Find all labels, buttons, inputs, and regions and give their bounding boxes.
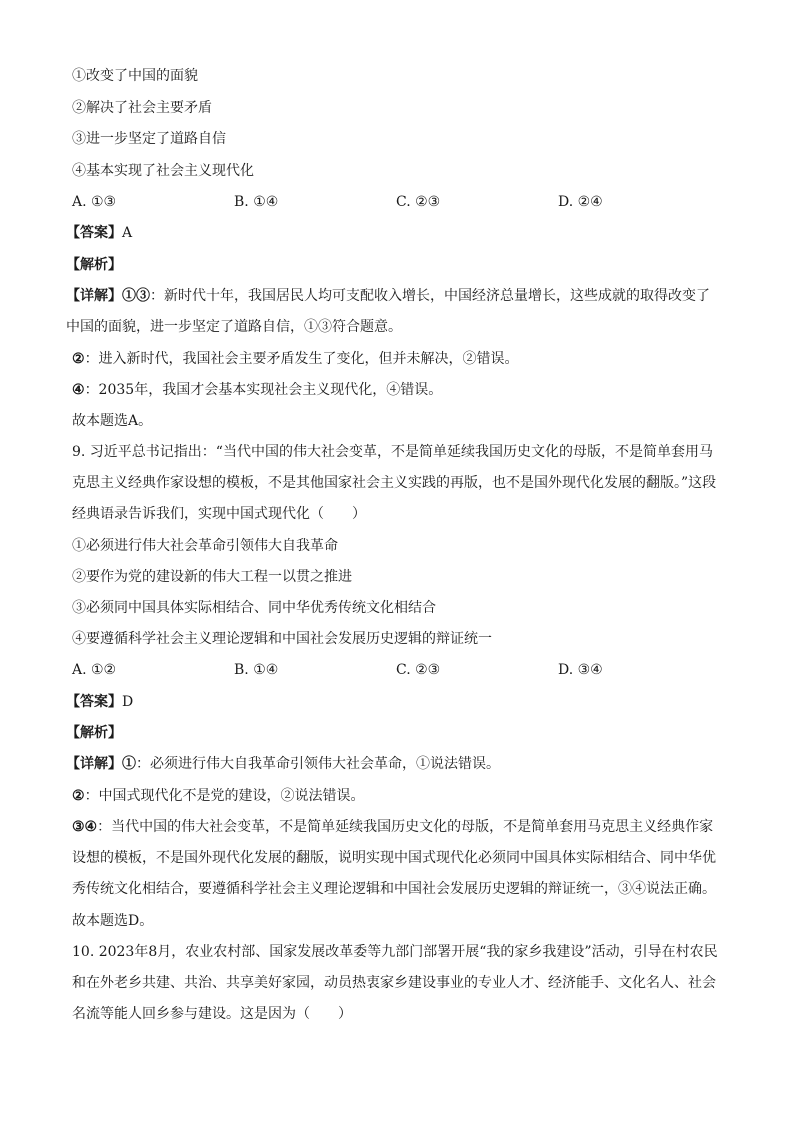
detail-tag: 【详解】 xyxy=(66,756,122,772)
q9-answer xyxy=(66,692,716,712)
q10-stem: 10. 2023年8月，农业农村部、国家发展改革委等九部门部署开展“我的家乡我建设”活动，引导在村农民和在外老乡共建、共治、共享美好家园，动员热衷家乡建设事业的专业人才、经济能手、文化名人、社会名流等能人回乡参与建设。这是因为（ ） xyxy=(72,944,718,1022)
q9-detail xyxy=(66,754,716,774)
q8-answer xyxy=(66,223,716,243)
point-text: ：中国式现代化不是党的建设，②说法错误。 xyxy=(84,788,365,804)
q9-statement-2: ②要作为党的建设新的伟大工程一以贯之推进 xyxy=(72,569,352,585)
q9-analysis-tag: 【解析】 xyxy=(66,725,122,741)
point-text: ：2035年，我国才会基本实现社会主义现代化，④错误。 xyxy=(84,382,443,398)
detail-text: ：必须进行伟大自我革命引领伟大社会革命，①说法错误。 xyxy=(136,756,500,772)
point-key: ② xyxy=(72,788,85,804)
answer-tag: 【答案】 xyxy=(66,694,122,710)
q9-option-d: D. ③④ xyxy=(558,662,603,678)
answer-value: A xyxy=(122,225,133,241)
q9-stem: 9. 习近平总书记指出：“当代中国的伟大社会变革，不是简单延续我国历史文化的母版，不是简单套用马克思主义经典作家设想的模板，不是其他国家社会主义实践的再版，也不是国外现代化发展的翻版。”这段经典语录告诉我们，实现中国式现代化（ ） xyxy=(72,444,717,522)
q8-option-c: C. ②③ xyxy=(396,194,441,210)
q9-option-c: C. ②③ xyxy=(396,662,441,678)
q8-point-2 xyxy=(72,349,722,369)
q8-option-b: B. ①④ xyxy=(234,194,279,210)
q8-option-d: D. ②④ xyxy=(558,194,603,210)
q9-option-a: A. ①② xyxy=(72,662,117,678)
q9-point-34 xyxy=(72,812,722,905)
q8-statement-2: ②解决了社会主要矛盾 xyxy=(72,100,212,116)
q9-statement-3: ③必须同中国具体实际相结合、同中华优秀传统文化相结合 xyxy=(72,600,436,616)
detail-text: ：新时代十年，我国居民人均可支配收入增长，中国经济总量增长，这些成就的取得改变了中国的面貌，进一步坚定了道路自信，①③符合题意。 xyxy=(66,288,710,335)
q9-statement-1: ①必须进行伟大社会革命引领伟大自我革命 xyxy=(72,538,338,554)
answer-value: D xyxy=(122,694,134,710)
detail-key: ①③ xyxy=(122,288,150,304)
q8-detail xyxy=(66,281,722,343)
q8-statement-1: ①改变了中国的面貌 xyxy=(72,68,198,84)
detail-tag: 【详解】 xyxy=(66,288,122,304)
answer-tag: 【答案】 xyxy=(66,225,122,241)
q8-analysis-tag: 【解析】 xyxy=(66,257,122,273)
q9-statement-4: ④要遵循科学社会主义理论逻辑和中国社会发展历史逻辑的辩证统一 xyxy=(72,631,492,647)
q9-options xyxy=(72,660,722,680)
q8-statement-3: ③进一步坚定了道路自信 xyxy=(72,131,226,147)
detail-key: ① xyxy=(122,756,136,772)
point-text: ：进入新时代，我国社会主要矛盾发生了变化，但并未解决，②错误。 xyxy=(84,351,519,367)
point-text: ：当代中国的伟大社会变革，不是简单延续我国历史文化的母版，不是简单套用马克思主义经典作家设想的模板，不是国外现代化发展的翻版，说明实现中国式现代化必须同中国具体实际相结合、同中华优秀传统文化相结合，要遵循科学社会主义理论逻辑和中国社会发展历史逻辑的辩证统一，③④说法正确。 xyxy=(72,819,716,897)
point-key: ④ xyxy=(72,382,85,398)
q8-statement-4: ④基本实现了社会主义现代化 xyxy=(72,163,254,179)
q9-option-b: B. ①④ xyxy=(234,662,279,678)
q8-option-a: A. ①③ xyxy=(72,194,117,210)
q9-point-2 xyxy=(72,786,722,806)
q8-conclusion: 故本题选A。 xyxy=(72,413,153,429)
q9-conclusion: 故本题选D。 xyxy=(72,913,154,929)
point-key: ③④ xyxy=(72,819,98,835)
q8-point-4 xyxy=(72,380,722,400)
point-key: ② xyxy=(72,351,85,367)
q8-options xyxy=(72,192,722,212)
